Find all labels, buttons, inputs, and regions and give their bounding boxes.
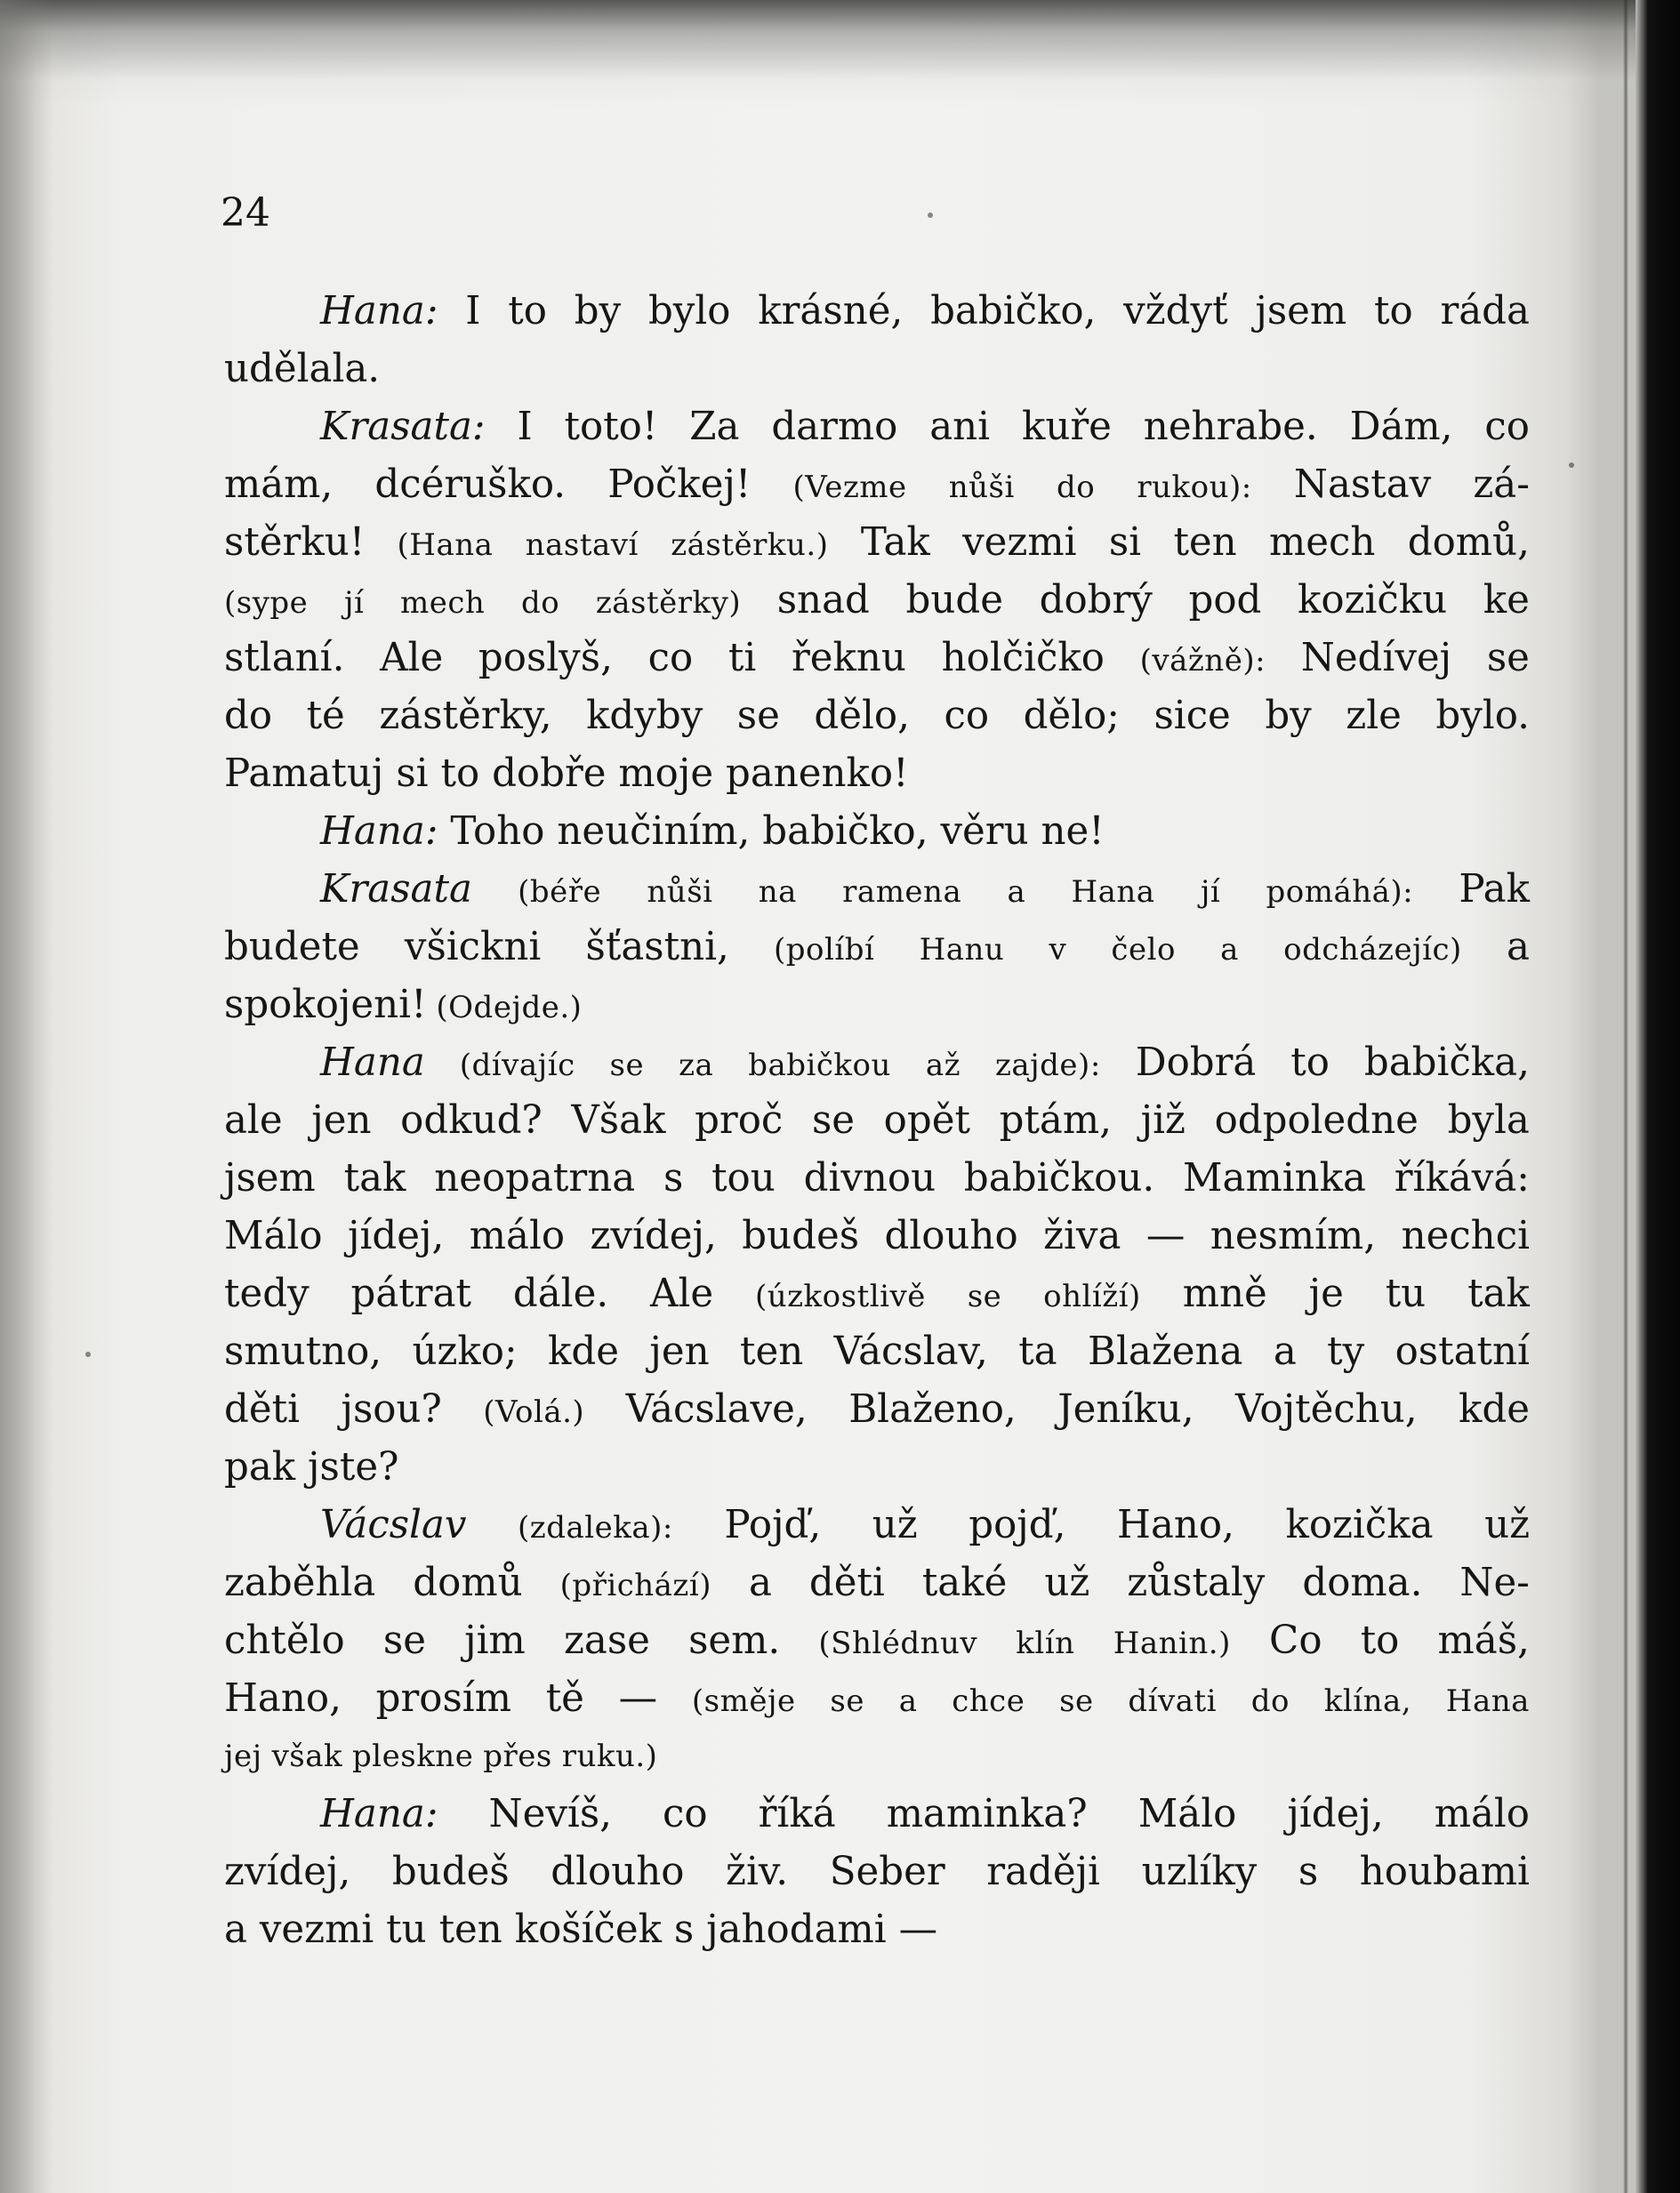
stage-direction-word: (Odejde.) — [436, 990, 583, 1025]
text-word: Pojď, — [724, 1503, 822, 1547]
text-word: máš, — [1437, 1619, 1530, 1663]
text-word: babičko, — [930, 289, 1097, 333]
text-word: Za — [689, 405, 740, 449]
text-word: babičko, — [762, 809, 928, 854]
text-word: Jeníku, — [1057, 1387, 1194, 1432]
text-word: tou — [711, 1156, 776, 1201]
text-word: jen — [311, 1098, 372, 1143]
stage-direction-word: se — [967, 1279, 1002, 1314]
left-shadow — [0, 0, 53, 2193]
text-word: mám, — [224, 462, 334, 507]
text-word: Maminka — [1183, 1156, 1366, 1201]
text-word: jste? — [308, 1445, 399, 1490]
text-word: ale — [224, 1098, 283, 1143]
text-word: jsem — [224, 1156, 316, 1201]
text-word: prosím — [375, 1676, 511, 1721]
text-word: budeš — [742, 1214, 860, 1258]
text-line — [224, 976, 1530, 1034]
text-line — [224, 572, 1530, 630]
text-word: a — [748, 1561, 772, 1605]
text-word: Dobrá — [1135, 1040, 1257, 1085]
stage-direction-word: rukou): — [1137, 470, 1252, 505]
text-word: mně — [1182, 1272, 1267, 1316]
stage-direction-word: odcházejíc) — [1283, 932, 1462, 968]
text-word: toto! — [564, 405, 658, 449]
stage-direction-word: (zdaleka): — [518, 1510, 673, 1546]
text-word: ten — [1173, 520, 1237, 565]
text-word: jídej, — [1287, 1792, 1384, 1836]
stage-direction-word: do — [520, 585, 560, 621]
text-word: to — [508, 289, 547, 333]
stage-direction-word: Hanu — [919, 932, 1005, 968]
text-line — [224, 514, 1530, 572]
speaker-name: Hana: — [320, 809, 438, 854]
text-word: maminka? — [886, 1792, 1088, 1836]
text-word: se — [382, 1619, 426, 1663]
stage-direction-word: (Shlédnuv — [818, 1626, 978, 1661]
text-word: zvídej, — [590, 1214, 717, 1258]
text-word: ani — [929, 405, 991, 449]
text-line — [224, 1844, 1530, 1901]
stage-direction-word: se — [830, 1683, 864, 1719]
stage-direction-word: zástěrku.) — [671, 527, 829, 563]
text-word: dále. — [512, 1272, 609, 1316]
text-word: smutno, — [224, 1329, 382, 1374]
text-line — [320, 861, 1530, 919]
text-word: neopatrna — [434, 1156, 636, 1201]
stage-direction-word: Hana — [1445, 1683, 1530, 1719]
stage-direction-word: klín — [1016, 1626, 1075, 1661]
text-line — [224, 456, 1530, 514]
text-word: jsou? — [341, 1387, 442, 1432]
text-word: neučiním, — [557, 809, 751, 854]
text-word: domů — [413, 1561, 523, 1605]
text-word: snad — [776, 578, 870, 623]
text-word: houbami — [1359, 1850, 1530, 1894]
text-word: doma. — [1302, 1561, 1423, 1605]
binding-gutter — [1623, 0, 1628, 2193]
text-word: ráda — [1440, 289, 1530, 333]
text-word: Málo — [1137, 1792, 1237, 1836]
text-word: věru — [940, 809, 1029, 854]
text-word: tu — [386, 1908, 427, 1952]
stage-direction-word: (dívajíc — [459, 1048, 575, 1083]
text-word: šťastni, — [585, 925, 729, 969]
text-word: si — [1108, 520, 1142, 565]
text-line — [224, 745, 1530, 803]
text-word: Vojtěchu, — [1235, 1387, 1418, 1432]
text-word: Vácslave, — [625, 1387, 808, 1432]
text-word: Seber — [829, 1850, 945, 1894]
text-word: kde — [548, 1329, 619, 1374]
text-word: už — [1484, 1503, 1530, 1547]
text-word: kuře — [1021, 405, 1112, 449]
stage-direction-word: babičkou — [748, 1048, 891, 1083]
text-word: té — [306, 694, 345, 738]
text-word: udělala. — [224, 347, 381, 391]
text-word: a — [1506, 925, 1530, 969]
stage-direction-word: ruku.) — [561, 1739, 658, 1774]
speaker-name: Hana: — [320, 1792, 438, 1836]
text-line — [224, 1728, 1530, 1786]
text-word: Ne- — [1459, 1561, 1530, 1605]
text-word: moje — [618, 751, 714, 796]
text-word: ne! — [1041, 809, 1105, 854]
stage-direction-word: (Volá.) — [483, 1394, 585, 1430]
stage-direction-word: Hana — [1071, 874, 1155, 910]
stage-direction-word: mech — [400, 585, 486, 621]
text-word: by — [1265, 694, 1312, 738]
text-word: babička, — [1363, 1040, 1530, 1085]
stage-direction-word: jí — [343, 585, 365, 621]
text-word: živ. — [726, 1850, 789, 1894]
stage-direction-word: se — [609, 1048, 645, 1083]
stage-direction-word: nůši — [647, 874, 713, 910]
text-word: divnou — [803, 1156, 936, 1201]
text-word: co — [663, 1792, 708, 1836]
text-word: je — [1308, 1272, 1344, 1316]
text-word: nechci — [1401, 1214, 1530, 1258]
text-word: to — [1290, 1040, 1330, 1085]
stage-direction-word: a — [898, 1683, 918, 1719]
text-word: dcéruško. — [374, 462, 567, 507]
text-word: poslyš, — [478, 636, 613, 680]
stage-direction-word: (přichází) — [559, 1568, 711, 1603]
text-word: tak — [1467, 1272, 1530, 1316]
text-word: — — [1145, 1214, 1186, 1258]
text-word: raději — [986, 1850, 1100, 1894]
text-word: zaběhla — [224, 1561, 376, 1605]
text-word: domů, — [1407, 520, 1530, 565]
text-word: zástěrky, — [379, 694, 552, 738]
text-word: — — [898, 1908, 938, 1952]
stage-direction-word: za — [679, 1048, 714, 1083]
text-word: ta — [1018, 1329, 1057, 1374]
text-word: ptám, — [999, 1098, 1112, 1143]
stage-direction-word: ramena — [842, 874, 962, 910]
text-word: krásné, — [758, 289, 904, 333]
text-word: byla — [1447, 1098, 1530, 1143]
text-word: dlouho — [884, 1214, 1018, 1258]
text-word: všickni — [404, 925, 542, 969]
stage-direction-word: (vážně): — [1139, 643, 1266, 679]
text-word: jídej, — [348, 1214, 445, 1258]
text-line — [320, 1497, 1530, 1554]
dust-speck — [85, 1352, 91, 1357]
text-word: Blažena — [1088, 1329, 1243, 1374]
text-word: jen — [649, 1329, 710, 1374]
stage-direction-word: přes — [483, 1739, 552, 1774]
text-line — [224, 341, 1530, 398]
text-word: ti — [727, 636, 757, 680]
text-word: vezmi — [259, 1908, 374, 1952]
text-word: už — [1044, 1561, 1090, 1605]
text-word: uzlíky — [1141, 1850, 1258, 1894]
text-word: Nedívej — [1300, 636, 1452, 680]
text-word: kozička — [1285, 1503, 1434, 1547]
text-line — [224, 1670, 1530, 1728]
text-word: opět — [883, 1098, 970, 1143]
text-word: to — [1360, 1619, 1400, 1663]
text-word: zle — [1346, 694, 1402, 738]
text-word: s — [663, 1156, 684, 1201]
text-line — [224, 1554, 1530, 1612]
stage-direction-word: zástěrky) — [595, 585, 742, 621]
text-word: tu — [1385, 1272, 1427, 1316]
stage-direction-word: a — [1007, 874, 1026, 910]
text-line — [320, 283, 1530, 341]
text-line — [224, 1612, 1530, 1670]
text-word: darmo — [771, 405, 898, 449]
body-text — [224, 283, 1530, 1959]
stage-direction-word: nastaví — [525, 527, 639, 563]
stage-direction-word: (sype — [224, 585, 309, 621]
stage-direction-word: do — [1250, 1683, 1290, 1719]
stage-direction-word: dívati — [1128, 1683, 1218, 1719]
text-line — [224, 1265, 1530, 1323]
text-word: by — [574, 289, 622, 333]
stage-direction-word: až — [925, 1048, 961, 1083]
text-word: již — [1140, 1098, 1186, 1143]
speaker-name: Krasata: — [320, 405, 486, 449]
text-word: sem. — [688, 1619, 781, 1663]
text-word: děti — [224, 1387, 300, 1432]
text-word: Nevíš, — [488, 1792, 612, 1836]
text-word: říkává: — [1394, 1156, 1530, 1201]
text-line — [224, 630, 1530, 687]
text-word: ty — [1327, 1329, 1365, 1374]
stage-direction-word: (béře — [518, 874, 602, 910]
text-word: odpoledne — [1214, 1098, 1419, 1143]
text-word: jahodami — [706, 1908, 887, 1952]
text-word: spokojeni! — [224, 983, 427, 1027]
text-word: ten — [740, 1329, 804, 1374]
stage-direction-word: však — [271, 1739, 343, 1774]
stage-direction-word: se — [1059, 1683, 1094, 1719]
text-word: se — [736, 694, 780, 738]
speaker-name: Hana — [320, 1040, 425, 1085]
stage-direction-word: (úzkostlivě — [754, 1279, 926, 1314]
text-word: — — [618, 1676, 658, 1721]
text-word: dlouho — [551, 1850, 685, 1894]
text-word: bylo — [647, 289, 731, 333]
stage-direction-word: na — [758, 874, 797, 910]
text-word: holčičko — [941, 636, 1105, 680]
text-word: se — [1486, 636, 1530, 680]
stage-direction-word: (Hana — [397, 527, 494, 563]
text-word: také — [921, 1561, 1008, 1605]
text-word: zůstaly — [1127, 1561, 1266, 1605]
stage-direction-word: (směje — [691, 1683, 796, 1719]
text-word: kde — [1459, 1387, 1530, 1432]
stage-direction-word: pleskne — [352, 1739, 474, 1774]
text-word: jsem — [1255, 289, 1347, 333]
stage-direction-word: nůši — [948, 470, 1015, 505]
dust-speck — [928, 213, 933, 218]
stage-direction-word: čelo — [1111, 932, 1176, 968]
stage-direction-word: jej — [224, 1739, 262, 1774]
stage-direction-word: (Vezme — [792, 470, 907, 505]
top-shadow — [0, 0, 1680, 107]
text-word: Málo — [224, 1214, 323, 1258]
text-word: vezmi — [962, 520, 1077, 565]
text-line — [224, 1092, 1530, 1150]
text-word: Tak — [860, 520, 930, 565]
text-word: sice — [1153, 694, 1231, 738]
text-word: Ale — [650, 1272, 714, 1316]
text-word: Blaženo, — [848, 1387, 1017, 1432]
text-word: co — [944, 694, 990, 738]
text-line — [320, 1786, 1530, 1844]
text-word: nehrabe. — [1143, 405, 1318, 449]
text-word: budeš — [391, 1850, 510, 1894]
text-line — [224, 1208, 1530, 1265]
text-word: dobrý — [1039, 578, 1153, 623]
text-word: živa — [1043, 1214, 1121, 1258]
text-line — [224, 1381, 1530, 1439]
text-word: pojď, — [969, 1503, 1066, 1547]
text-word: řeknu — [791, 636, 906, 680]
book-spine-edge — [1636, 0, 1680, 2193]
text-word: Dám, — [1349, 405, 1453, 449]
dust-speck — [1569, 462, 1574, 468]
text-word: Hano, — [1117, 1503, 1234, 1547]
text-word: dobře — [492, 751, 607, 796]
text-word: Počkej! — [607, 462, 752, 507]
text-word: chtělo — [224, 1619, 345, 1663]
text-word: pátrat — [350, 1272, 472, 1316]
text-word: už — [872, 1503, 918, 1547]
text-word: košíček — [514, 1908, 662, 1952]
text-word: ten — [438, 1908, 502, 1952]
text-line — [224, 687, 1530, 745]
text-word: kdyby — [586, 694, 703, 738]
stage-direction-word: zajde): — [994, 1048, 1101, 1083]
text-word: úzko; — [412, 1329, 518, 1374]
text-word: si — [396, 751, 429, 796]
text-word: Ale — [380, 636, 444, 680]
text-word: budete — [224, 925, 360, 969]
text-word: Co — [1269, 1619, 1322, 1663]
text-word: pak — [224, 1445, 296, 1490]
text-word: jim — [464, 1619, 526, 1663]
text-word: bude — [905, 578, 1003, 623]
page-number: 24 — [221, 190, 270, 236]
stage-direction-word: pomáhá): — [1266, 874, 1414, 910]
text-word: tedy — [224, 1272, 309, 1316]
text-word: zase — [563, 1619, 650, 1663]
stage-direction-word: jí — [1200, 874, 1221, 910]
text-word: co — [1484, 405, 1530, 449]
text-word: Pamatuj — [224, 751, 384, 796]
text-word: mech — [1269, 520, 1376, 565]
text-word: s — [1298, 1850, 1319, 1894]
text-word: Pak — [1459, 867, 1530, 912]
speaker-name: Hana: — [320, 289, 438, 333]
text-word: a — [1273, 1329, 1297, 1374]
text-word: málo — [1434, 1792, 1530, 1836]
speaker-name: Krasata — [320, 867, 472, 912]
text-word: zá- — [1473, 462, 1530, 507]
text-word: ostatní — [1395, 1329, 1530, 1374]
text-word: do — [224, 694, 273, 738]
text-word: a — [224, 1908, 247, 1952]
stage-direction-word: v — [1049, 932, 1067, 968]
text-word: to — [440, 751, 480, 796]
text-word: proč — [695, 1098, 784, 1143]
stage-direction-word: klína, — [1323, 1683, 1412, 1719]
stage-direction-word: chce — [952, 1683, 1025, 1719]
text-word: se — [811, 1098, 856, 1143]
text-word: dělo; — [1023, 694, 1120, 738]
stage-direction-word: (políbí — [774, 932, 875, 968]
text-line — [224, 1150, 1530, 1208]
text-word: tak — [343, 1156, 406, 1201]
text-word: vždyť — [1123, 289, 1228, 333]
speaker-name: Vácslav — [320, 1503, 467, 1547]
text-word: Však — [571, 1098, 666, 1143]
text-word: panenko! — [725, 751, 909, 796]
text-word: Nastav — [1293, 462, 1432, 507]
text-word: co — [647, 636, 694, 680]
text-word: babičkou. — [963, 1156, 1155, 1201]
text-word: děti — [808, 1561, 885, 1605]
text-word: stěrku! — [224, 520, 366, 565]
text-word: s — [673, 1908, 695, 1952]
text-line — [224, 1901, 1530, 1959]
text-word: nesmím, — [1210, 1214, 1377, 1258]
text-word: odkud? — [400, 1098, 543, 1143]
text-line — [320, 398, 1530, 456]
text-word: dělo, — [814, 694, 910, 738]
text-word: málo — [469, 1214, 566, 1258]
text-line — [224, 919, 1530, 976]
text-word: Toho — [450, 809, 545, 854]
text-word: kozičku — [1298, 578, 1448, 623]
stage-direction-word: Hanin.) — [1113, 1626, 1231, 1661]
text-line — [320, 803, 1530, 861]
text-word: ke — [1483, 578, 1530, 623]
stage-direction-word: do — [1057, 470, 1096, 505]
stage-direction-word: ohlíží) — [1043, 1279, 1141, 1314]
text-line — [224, 1323, 1530, 1381]
text-word: to — [1373, 289, 1413, 333]
text-word: I — [465, 289, 481, 333]
text-word: stlaní. — [224, 636, 345, 680]
text-word: Vácslav, — [833, 1329, 988, 1374]
stage-direction-word: a — [1220, 932, 1239, 968]
text-line — [224, 1439, 1530, 1497]
text-word: tě — [545, 1676, 584, 1721]
text-word: říká — [758, 1792, 836, 1836]
text-word: bylo. — [1435, 694, 1530, 738]
text-word: pod — [1188, 578, 1262, 623]
text-word: I — [517, 405, 533, 449]
text-word: Hano, — [224, 1676, 342, 1721]
text-word: zvídej, — [224, 1850, 351, 1894]
text-line — [320, 1034, 1530, 1092]
